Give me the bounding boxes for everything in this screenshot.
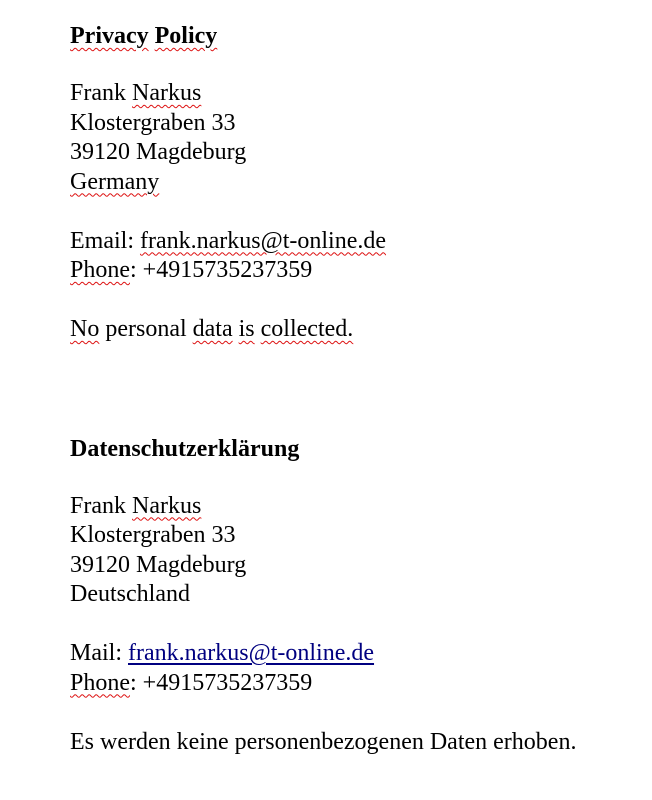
address-block-en xyxy=(70,79,640,197)
city-line-de: 39120 Magdeburg xyxy=(70,551,247,578)
email-line-de xyxy=(70,639,640,669)
phone-line-de xyxy=(70,669,640,699)
street-line-en: Klostergraben 33 xyxy=(70,109,236,136)
email-line-en xyxy=(70,227,640,257)
document-page xyxy=(70,20,640,757)
first-name-de: Frank xyxy=(70,492,126,519)
privacy-word: Privacy xyxy=(70,23,149,49)
phone-line-en xyxy=(70,256,640,286)
statement-en xyxy=(70,315,640,345)
phone-value-en: : +4915735237359 xyxy=(130,257,313,283)
city-line-en: 39120 Magdeburg xyxy=(70,139,247,165)
datenschutz-section xyxy=(70,433,640,758)
phone-label-en: Phone xyxy=(70,257,130,283)
street-line-de: Klostergraben 33 xyxy=(70,522,236,548)
country-line-de: Deutschland xyxy=(70,581,190,607)
policy-word: Policy xyxy=(154,23,218,49)
statement-personal: personal xyxy=(105,316,187,342)
contact-block-de xyxy=(70,639,640,698)
address-block-de xyxy=(70,492,640,610)
country-line-en: Germany xyxy=(70,168,160,195)
name-line-de xyxy=(70,492,640,522)
last-name-de: Narkus xyxy=(132,492,202,519)
phone-label-de: Phone xyxy=(70,669,130,696)
contact-block-en xyxy=(70,227,640,286)
first-name-en: Frank xyxy=(70,80,126,106)
email-label-en: Email: xyxy=(70,227,134,254)
statement-collected: collected. xyxy=(260,316,354,342)
email-value-en: frank.narkus@t-online.de xyxy=(139,227,387,254)
name-line-en xyxy=(70,79,640,109)
statement-de: Es werden keine personenbezogenen Daten erhoben. xyxy=(70,728,577,755)
privacy-policy-section xyxy=(70,20,640,345)
statement-is: is xyxy=(238,316,255,342)
last-name-en: Narkus xyxy=(132,80,202,106)
phone-value-de: : +4915735237359 xyxy=(130,669,313,696)
privacy-policy-title xyxy=(70,20,640,52)
email-label-de: Mail: xyxy=(70,640,122,666)
email-link-de[interactable]: frank.narkus@t-online.de xyxy=(128,640,375,666)
statement-no: No xyxy=(70,316,100,342)
datenschutz-title: Datenschutzerklärung xyxy=(70,435,300,462)
statement-data: data xyxy=(192,316,233,342)
